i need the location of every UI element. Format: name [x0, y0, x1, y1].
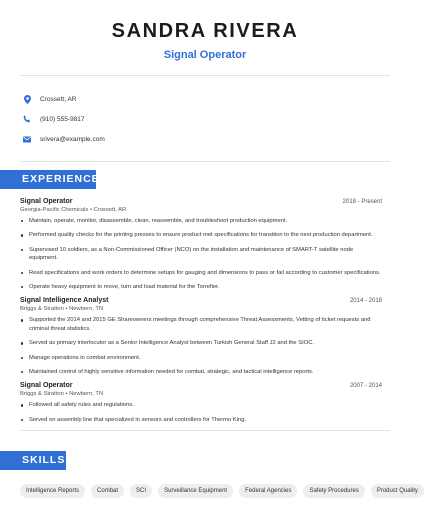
candidate-name: SANDRA RIVERA	[111, 20, 299, 42]
separator-dot: •	[65, 391, 68, 398]
experience-heading: EXPERIENCE	[0, 170, 96, 189]
phone-text: (910) 555-9817	[40, 115, 85, 123]
list-item: Supported the 2014 and 2015 GE Shareowners meetings through comprehensive Threat Assessments, Vetting of ticket requests and criminal threat statistics.	[20, 316, 382, 333]
job-employer	[20, 306, 382, 312]
list-item: Maintain, operate, monitor, disassemble, clean, reassemble, and troubleshoot production equipment.	[20, 217, 382, 225]
contact-divider	[20, 161, 390, 162]
skill-chip: SCI	[130, 484, 152, 498]
skill-chip: Safety Procedures	[303, 484, 364, 498]
contact-phone	[22, 109, 410, 129]
experience-section	[0, 198, 410, 424]
job-entry	[20, 297, 382, 376]
job-bullets	[20, 401, 382, 424]
job-title: Signal Operator	[20, 382, 73, 390]
skill-chip: Combat	[91, 484, 124, 498]
list-item: Maintained control of highly sensitive information needed for combat, strategic, and tactical intelligence reports.	[20, 368, 382, 376]
job-dates: 2014 - 2018	[349, 298, 382, 305]
job-employer	[20, 207, 382, 213]
email-text[interactable]: srivera@example.com	[40, 135, 105, 143]
list-item: Operate heavy equipment to move, turn and load material for the Torrefier.	[20, 283, 382, 291]
map-pin-icon	[22, 94, 32, 104]
job-title: Signal Operator	[20, 198, 73, 205]
job-bullets	[20, 316, 382, 376]
job-entry	[20, 382, 382, 424]
list-item: Supervised 10 soldiers, as a Non-Commissioned Officer (NCO) on the installation and maintenance of SMART-T satellite node equipment.	[20, 246, 382, 263]
job-title: Signal Intelligence Analyst	[20, 297, 109, 305]
location-text: Crossett, AR	[40, 95, 77, 103]
job-dates: 2007 - 2014	[349, 383, 382, 390]
list-item: Followed all safety rules and regulations.	[20, 401, 382, 409]
employer-location: Crossett, AR	[93, 207, 127, 213]
skill-chip: Intelligence Reports	[20, 484, 85, 498]
list-item: Manage operations in combat environment.	[20, 354, 382, 362]
separator-dot: •	[65, 306, 68, 313]
envelope-icon	[22, 134, 32, 144]
job-bullets	[20, 217, 382, 291]
employer-location: Newbern, TN	[69, 306, 104, 313]
list-item: Served on assembly line that specialized in sensors and controllers for Thermo King.	[20, 416, 382, 424]
contact-location	[22, 89, 410, 109]
employer-location: Newbern, TN	[69, 391, 104, 398]
list-item: Read specifications and work orders to determine setups for gauging and dimensions to pass or fail according to customer specifications.	[20, 269, 382, 277]
job-dates: 2018 - Present	[342, 199, 382, 205]
list-item: Served as primary interlocutor as a Senior Intelligence Analyst between Turkish General Staff J2 and the SIOC.	[20, 339, 382, 347]
phone-icon	[22, 114, 32, 124]
job-employer	[20, 391, 382, 397]
experience-divider	[20, 430, 390, 431]
skill-chip: Surveillance Equipment	[158, 484, 233, 498]
skills-list	[0, 484, 418, 498]
separator-dot: •	[89, 207, 92, 213]
list-item: Performed quality checks for the printing presses to ensure product met specifications for transition to the next production department.	[20, 231, 382, 239]
job-entry	[20, 198, 382, 291]
skill-chip: Product Quality	[371, 484, 424, 498]
skills-heading: SKILLS	[0, 451, 66, 470]
employer-name: Georgia-Pacific Chemicals	[20, 207, 89, 213]
contact-email	[22, 129, 410, 149]
employer-name: Briggs & Stratton	[20, 306, 64, 313]
employer-name: Briggs & Stratton	[20, 391, 64, 398]
resume-header	[0, 0, 410, 62]
contact-list	[0, 76, 410, 161]
candidate-title: Signal Operator	[163, 49, 247, 61]
skill-chip: Federal Agencies	[239, 484, 297, 498]
